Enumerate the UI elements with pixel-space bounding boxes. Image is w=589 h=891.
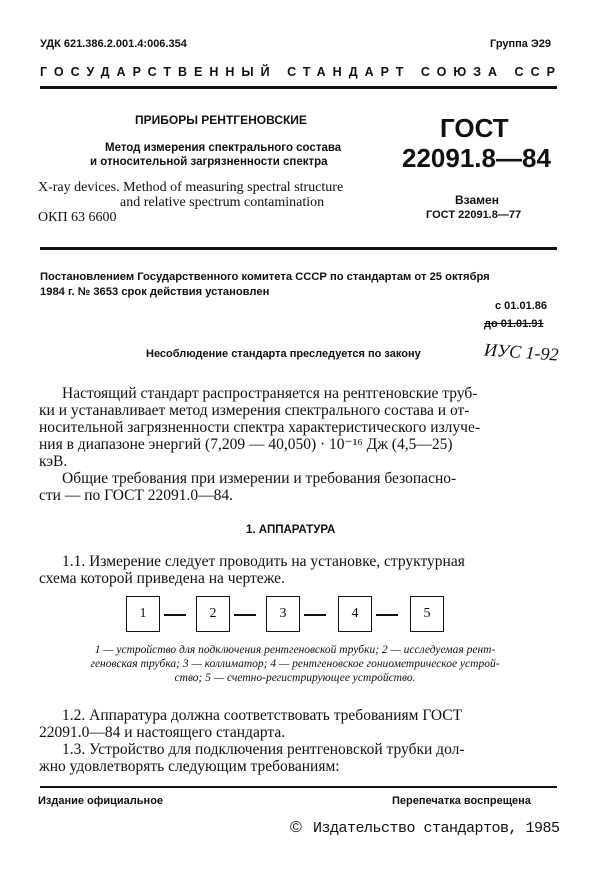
diagram-caption-line1: 1 — устройство для подключения рентгеновской трубки; 2 — исследуемая рент-: [94, 644, 496, 656]
enforcement-notice: Несоблюдение стандарта преследуется по закону: [146, 348, 421, 360]
footer-rule: [40, 786, 557, 788]
header-rule: [40, 86, 557, 89]
decree-line2: 1984 г. № 3653 срок действия установлен: [40, 286, 270, 298]
gost-label: ГОСТ: [440, 113, 509, 143]
title-sub-line1: Метод измерения спектрального состава: [105, 142, 342, 154]
diagram-box-5: 5: [410, 596, 444, 632]
gost-number: 22091.8—84: [402, 143, 551, 173]
diagram-connector: [376, 614, 398, 616]
handwritten-note: ИУС 1-92: [483, 339, 560, 365]
paragraph-scope-line4: ния в диапазоне энергий (7,209 — 40,050) · 10⁻¹⁶ Дж (4,5—25): [39, 436, 453, 453]
section-heading-apparatus: 1. АППАРАТУРА: [246, 524, 336, 536]
diagram-caption-line3: ство; 5 — счетно-регистрирующее устройство.: [174, 672, 416, 684]
udk-code: УДК 621.386.2.001.4:006.354: [40, 38, 187, 50]
clause-1-1-line1: 1.1. Измерение следует проводить на установке, структурная: [62, 553, 465, 570]
diagram-connector: [304, 614, 326, 616]
valid-to-date-struck: до 01.01.91: [484, 318, 544, 330]
clause-1-2-line2: 22091.0—84 и настоящего стандарта.: [39, 724, 286, 741]
official-edition: Издание официальное: [38, 795, 164, 807]
diagram-connector: [234, 614, 256, 616]
clause-1-1-line2: схема которой приведена на чертеже.: [39, 570, 285, 587]
standard-banner: ГОСУДАРСТВЕННЫЙ СТАНДАРТ СОЮЗА ССР: [40, 65, 562, 79]
paragraph-scope-line2: ки и устанавливает метод измерения спектрального состава и от-: [39, 402, 470, 419]
title-main: ПРИБОРЫ РЕНТГЕНОВСКИЕ: [135, 113, 307, 127]
copyright-symbol: ©: [290, 819, 302, 836]
paragraph-scope-line3: носительной загрязненности спектра характеристического излуче-: [39, 419, 481, 436]
clause-1-3-line1: 1.3. Устройство для подключения рентгеновской трубки дол-: [62, 741, 465, 758]
title-rule: [40, 247, 557, 250]
diagram-box-1: 1: [126, 596, 160, 632]
paragraph-scope-line1: Настоящий стандарт распространяется на рентгеновские труб-: [62, 385, 478, 402]
paragraph-general-line2: сти — по ГОСТ 22091.0—84.: [39, 487, 234, 504]
paragraph-general-line1: Общие требования при измерении и требования безопасно-: [62, 470, 457, 487]
diagram-box-3: 3: [266, 596, 300, 632]
clause-1-2-line1: 1.2. Аппаратура должна соответствовать требованиям ГОСТ: [62, 707, 463, 724]
reprint-prohibited: Перепечатка воспрещена: [392, 795, 531, 807]
diagram-connector: [164, 614, 186, 616]
copyright-text: Издательство стандартов, 1985: [313, 820, 560, 837]
okp-code: ОКП 63 6600: [38, 210, 117, 225]
group-code: Группа Э29: [490, 38, 552, 50]
decree-line1: Постановлением Государственного комитета СССР по стандартам от 25 октября: [40, 271, 490, 283]
diagram-box-2: 2: [196, 596, 230, 632]
diagram-box-4: 4: [338, 596, 372, 632]
replaces-gost: ГОСТ 22091.8—77: [426, 209, 522, 221]
title-en-line2: and relative spectrum contamination: [120, 195, 325, 210]
paragraph-scope-line5: кэВ.: [39, 453, 68, 470]
valid-from-date: с 01.01.86: [495, 300, 547, 312]
replaces-label: Взамен: [455, 193, 499, 207]
title-sub-line2: и относительной загрязненности спектра: [90, 156, 328, 168]
clause-1-3-line2: жно удовлетворять следующим требованиям:: [39, 758, 340, 775]
diagram-caption-line2: геновская трубка; 3 — коллиматор; 4 — рентгеновское гониометрическое устрой-: [90, 658, 500, 670]
title-en-line1: X-ray devices. Method of measuring spectral structure: [38, 180, 344, 195]
